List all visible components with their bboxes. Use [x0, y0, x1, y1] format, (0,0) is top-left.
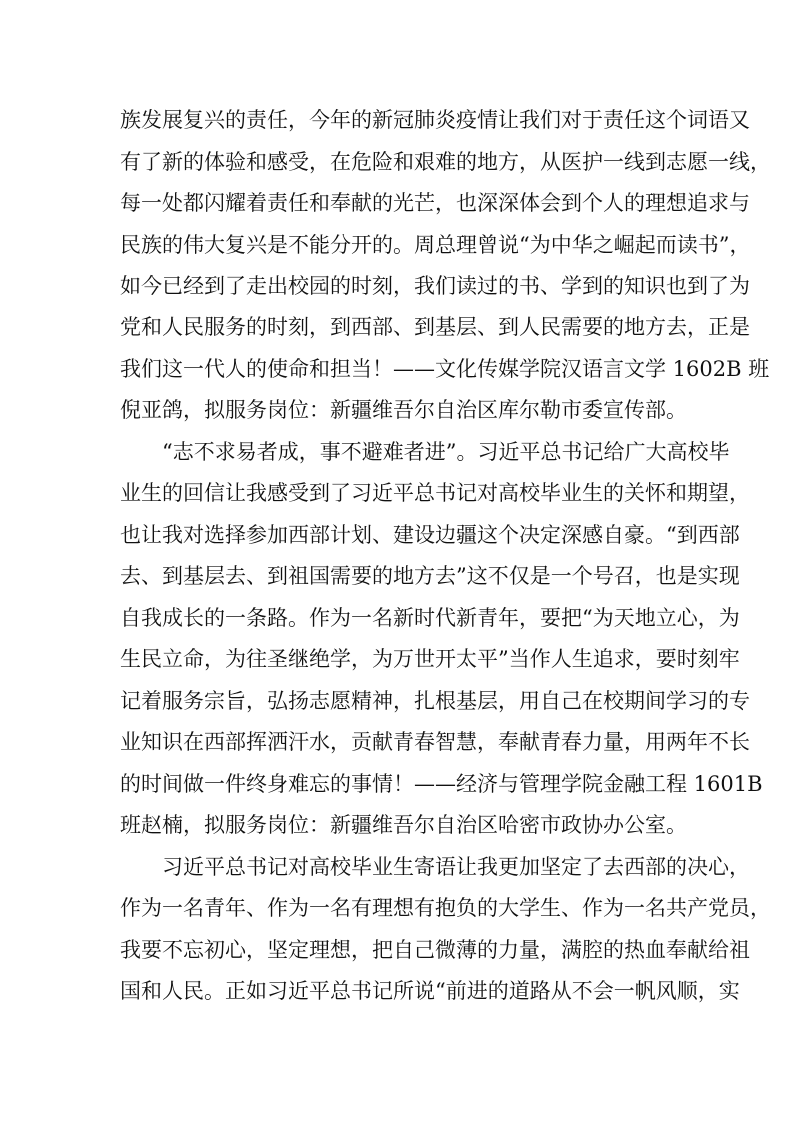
paragraph-3-line-4: 国和人民。正如习近平总书记所说“前进的道路从不会一帆风顺，实 [120, 979, 740, 1003]
paragraph-3-line-3: 我要不忘初心，坚定理想，把自己微薄的力量，满腔的热血奉献给祖 [120, 938, 750, 962]
paragraph-2-line-4: 去、到基层去、到祖国需要的地方去”这不仅是一个号召，也是实现 [120, 564, 740, 588]
paragraph-3-line-1: 习近平总书记对高校毕业生寄语让我更加坚定了去西部的决心， [162, 855, 750, 879]
paragraph-2-line-7: 记着服务宗旨，弘扬志愿精神，扎根基层，用自己在校期间学习的专 [120, 689, 750, 713]
paragraph-1-line-5: 如今已经到了走出校园的时刻，我们读过的书、学到的知识也到了为 [120, 274, 750, 298]
paragraph-1-line-1: 族发展复兴的责任，今年的新冠肺炎疫情让我们对于责任这个词语又 [120, 108, 750, 132]
paragraph-3-line-2: 作为一名青年、作为一名有理想有抱负的大学生、作为一名共产党员， [120, 896, 771, 920]
paragraph-1-line-3: 每一处都闪耀着责任和奉献的光芒，也深深体会到个人的理想追求与 [120, 191, 750, 215]
paragraph-1-line-4: 民族的伟大复兴是不能分开的。周总理曾说“为中华之崛起而读书”， [120, 233, 751, 257]
paragraph-1-line-2: 有了新的体验和感受，在危险和艰难的地方，从医护一线到志愿一线， [120, 150, 771, 174]
paragraph-2-line-6: 生民立命，为往圣继绝学，为万世开太平”当作人生追求，要时刻牢 [120, 647, 740, 671]
paragraph-2-line-2: 业生的回信让我感受到了习近平总书记对高校毕业生的关怀和期望， [120, 481, 750, 505]
paragraph-2-line-3: 也让我对选择参加西部计划、建设边疆这个决定深感自豪。“到西部 [120, 523, 740, 547]
paragraph-2-line-8: 业知识在西部挥洒汗水，贡献青春智慧，奉献青春力量，用两年不长 [120, 730, 750, 754]
paragraph-2-line-10: 班赵楠，拟服务岗位：新疆维吾尔自治区哈密市政协办公室。 [120, 813, 687, 837]
paragraph-2-line-9: 的时间做一件终身难忘的事情！——经济与管理学院金融工程 1601B [120, 772, 763, 796]
paragraph-1-line-6: 党和人民服务的时刻，到西部、到基层、到人民需要的地方去，正是 [120, 315, 750, 339]
paragraph-2-line-5: 自我成长的一条路。作为一名新时代新青年，要把“为天地立心，为 [120, 606, 740, 630]
paragraph-2-line-1: “志不求易者成，事不避难者进”。习近平总书记给广大高校毕 [162, 440, 730, 464]
paragraph-1-line-7: 我们这一代人的使命和担当！——文化传媒学院汉语言文学 1602B 班 [120, 357, 770, 381]
paragraph-1-line-8: 倪亚鸽，拟服务岗位：新疆维吾尔自治区库尔勒市委宣传部。 [120, 398, 687, 422]
